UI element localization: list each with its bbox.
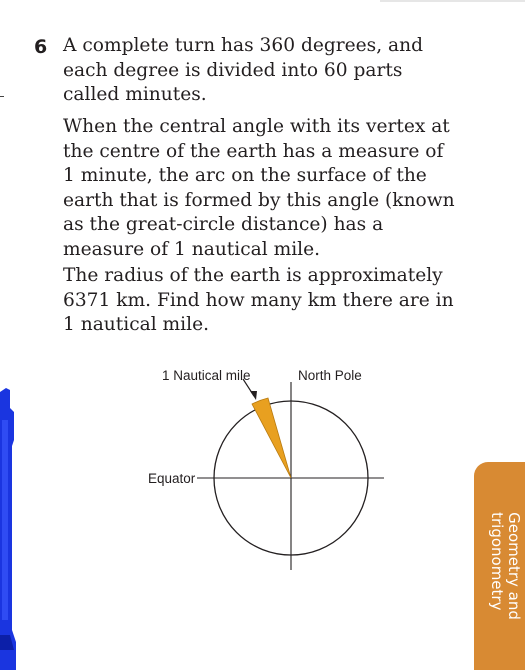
top-rule — [380, 0, 525, 2]
nautical-mile-label: 1 Nautical mile — [162, 368, 251, 383]
north-pole-label: North Pole — [298, 368, 362, 383]
chapter-side-tab-label — [488, 512, 522, 620]
question-number: 6 — [34, 36, 48, 58]
margin-tick — [0, 96, 4, 97]
blue-pillar-decoration — [0, 380, 20, 670]
question-paragraph-1: A complete turn has 360 degrees, and each degree is divided into 60 parts called minutes. — [63, 35, 423, 105]
question-paragraph-3: The radius of the earth is approximately 6371 km. Find how many km there are in 1 nautical mile. — [63, 265, 454, 335]
equator-label: Equator — [148, 471, 196, 486]
side-tab-line-2: trigonometry — [488, 512, 506, 611]
question-paragraph-2: When the central angle with its vertex at the centre of the earth has a measure of 1 minute, the arc on the surface of the earth that is formed by this angle (known as the great-circle distance) has a measure of 1 nautical mile. — [63, 116, 455, 260]
pointer-arrow-head — [250, 391, 257, 400]
earth-diagram — [120, 360, 400, 610]
nautical-mile-sector — [252, 398, 291, 478]
side-tab-line-1: Geometry and — [505, 512, 523, 620]
